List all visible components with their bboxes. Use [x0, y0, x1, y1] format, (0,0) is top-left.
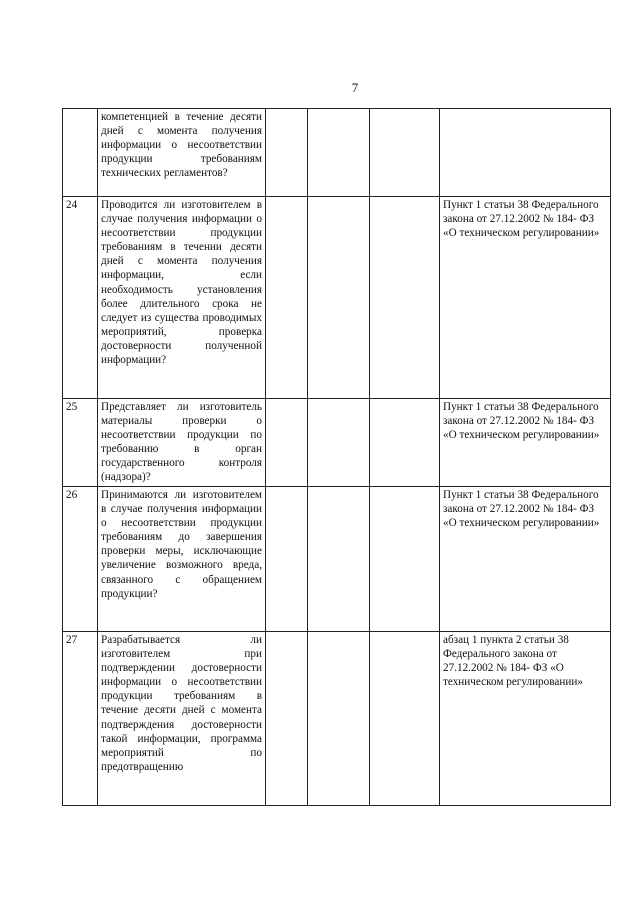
row-number: 24 — [63, 197, 98, 399]
not-applicable-cell — [370, 632, 440, 806]
table-row — [63, 197, 611, 399]
question-cell: Разрабатывается ли изготовителем при подтверждении достоверности информации о несоответствии продукции требованиям в течение десяти дней с момента подтверждения достоверности такой информации, программа мероприятий по предотвращению — [98, 632, 266, 806]
answer-no-cell — [308, 197, 370, 399]
row-number: 27 — [63, 632, 98, 806]
legal-reference-cell: Пункт 1 статьи 38 Федерального закона от 27.12.2002 № 184- ФЗ «О техническом регулировании» — [440, 487, 611, 632]
answer-no-cell — [308, 109, 370, 197]
table-row — [63, 109, 611, 197]
not-applicable-cell — [370, 487, 440, 632]
legal-reference-cell: Пункт 1 статьи 38 Федерального закона от 27.12.2002 № 184- ФЗ «О техническом регулировании» — [440, 197, 611, 399]
answer-yes-cell — [266, 109, 308, 197]
not-applicable-cell — [370, 399, 440, 487]
checklist-table — [62, 108, 611, 806]
row-number: 25 — [63, 399, 98, 487]
question-cell: Проводится ли изготовителем в случае получения информации о несоответствии продукции требованиям в течении десяти дней с момента получения информации, если необходимость установления более длительного срока не следует из существа проводимых мероприятий, проверка достоверности полученной информации? — [98, 197, 266, 399]
answer-no-cell — [308, 632, 370, 806]
answer-yes-cell — [266, 197, 308, 399]
table-row — [63, 487, 611, 632]
answer-yes-cell — [266, 632, 308, 806]
question-cell: Представляет ли изготовитель материалы проверки о несоответствии продукции по требованию в орган государственного контроля (надзора)? — [98, 399, 266, 487]
table-row — [63, 632, 611, 806]
answer-yes-cell — [266, 487, 308, 632]
answer-no-cell — [308, 487, 370, 632]
legal-reference-cell: Пункт 1 статьи 38 Федерального закона от 27.12.2002 № 184- ФЗ «О техническом регулировании» — [440, 399, 611, 487]
answer-no-cell — [308, 399, 370, 487]
legal-reference-cell: абзац 1 пункта 2 статьи 38 Федерального закона от 27.12.2002 № 184- ФЗ «О техническом регулировании» — [440, 632, 611, 806]
not-applicable-cell — [370, 197, 440, 399]
question-cell: Принимаются ли изготовителем в случае получения информации о несоответствии продукции требованиям до завершения проверки меры, исключающие увеличение возможного вреда, связанного с обращением продукции? — [98, 487, 266, 632]
question-cell: компетенцией в течение десяти дней с момента получения информации о несоответствии продукции требованиям технических регламентов? — [98, 109, 266, 197]
legal-reference-cell — [440, 109, 611, 197]
answer-yes-cell — [266, 399, 308, 487]
table-row — [63, 399, 611, 487]
row-number: 26 — [63, 487, 98, 632]
page-number: 7 — [351, 80, 359, 95]
row-number — [63, 109, 98, 197]
not-applicable-cell — [370, 109, 440, 197]
